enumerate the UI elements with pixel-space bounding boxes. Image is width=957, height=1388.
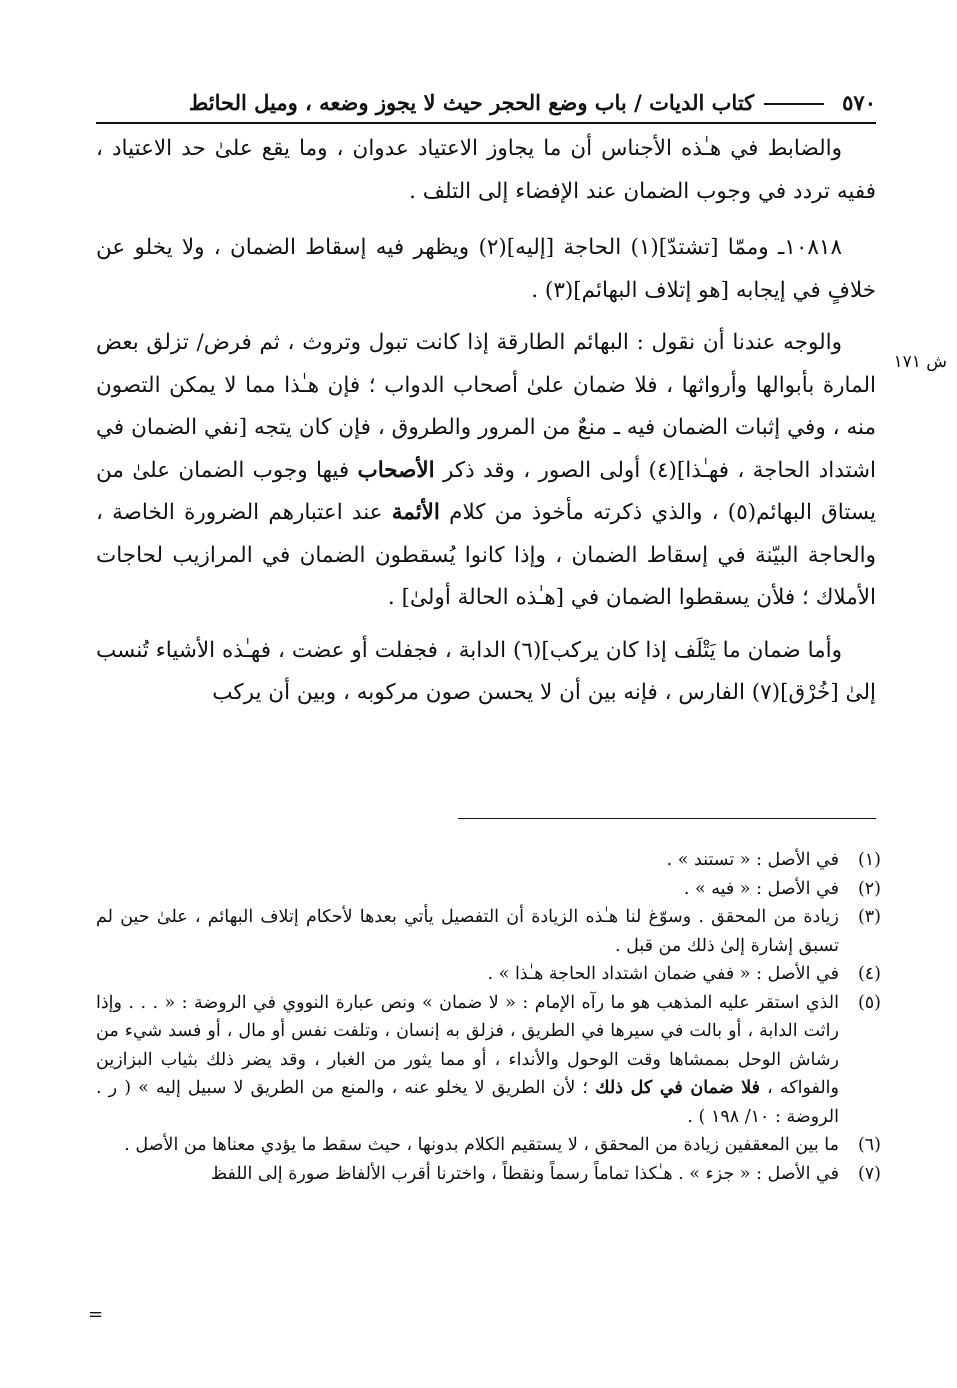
footnote-text: في الأصل : « فيه » . bbox=[683, 878, 839, 899]
footnote-separator bbox=[458, 818, 876, 819]
footnote-text bbox=[96, 989, 839, 1132]
footnote-6 bbox=[96, 1131, 881, 1160]
paragraph-2: ١٠٨١٨ـ وممّا [تشتدّ](١) الحاجة [إليه](٢) ويظهر فيه إسقاط الضمان ، ولا يخلو عن خلافٍ في إيجابه [هو إتلاف البهائم](٣) . bbox=[96, 235, 876, 303]
footnote-5-text-a: الذي استقر عليه المذهب هو ما رآه الإمام : « لا ضمان » ونص عبارة النووي في الروضة : « . . . وإذا راثت الدابة ، أو بالت في سيرها في الطريق ، فزلق به إنسان ، وتلفت نفس أو مال ، أو فسد شيء من رشاش الوحل بممشاها وقت الوحول والأنداء ، أو مما يثور من الغبار ، وقد يضر ذلك بثياب البزازين والفواكه ، bbox=[96, 992, 839, 1098]
margin-folio-note: ش ١٧١ bbox=[893, 352, 947, 372]
footnote-4 bbox=[96, 960, 881, 989]
footnote-number: (٦) bbox=[857, 1135, 881, 1155]
main-text bbox=[96, 128, 876, 715]
footnote-number: (٣) bbox=[857, 907, 881, 927]
footnote-text: في الأصل : « تستند » . bbox=[666, 850, 839, 870]
paragraph-3 bbox=[96, 322, 876, 620]
footnotes bbox=[96, 846, 881, 1188]
running-title: كتاب الديات / باب وضع الحجر حيث لا يجوز وضعه ، وميل الحائط bbox=[188, 89, 755, 115]
footnote-number: (٤) bbox=[857, 964, 881, 984]
footnote-1 bbox=[96, 846, 881, 875]
paragraph-3-part-2: فيها وجوب الضمان علىٰ من يستاق البهائم(٥) ، والذي ذكرته مأخوذ من كلام bbox=[96, 457, 877, 525]
footnote-5-bold: فلا ضمان في كل ذلك bbox=[595, 1078, 761, 1098]
footnote-5-text-b: ؛ لأن الطريق لا يخلو عنه ، والمنع من الطريق لا سبيل إليه » ( ر . الروضة : ١٠/ ١٩٨ ) . bbox=[96, 1078, 839, 1127]
footnote-text: في الأصل : « جزء » . هـٰكذا تماماً رسماً ونقطاً ، واخترنا أقرب الألفاظ صورة إلى اللفظ bbox=[210, 1163, 839, 1184]
footnote-5 bbox=[96, 989, 881, 1132]
footnote-number: (٧) bbox=[857, 1163, 881, 1184]
footnote-text: زيادة من المحقق . وسوّغ لنا هـٰذه الزيادة أن التفصيل يأتي بعدها لأحكام إتلاف البهائم ، علىٰ حين لم تسبق إشارة إلىٰ ذلك من قبل . bbox=[96, 907, 839, 956]
footnote-text: في الأصل : « ففي ضمان اشتداد الحاجة هـٰذا » . bbox=[487, 964, 839, 984]
footnote-number: (٢) bbox=[857, 878, 881, 899]
paragraph-3-part-3: عند اعتبارهم الضرورة الخاصة ، والحاجة البيّنة في إسقاط الضمان ، وإذا كانوا يُسقطون الضمان في المرازيب لحاجات الأملاك ؛ فلأن يسقطوا الضمان في [هـٰذه الحالة أولىٰ] . bbox=[96, 500, 876, 610]
footnote-2 bbox=[96, 875, 881, 904]
footnote-number: (٥) bbox=[857, 992, 881, 1013]
paragraph-3-bold-ashab: الأصحاب bbox=[357, 457, 435, 483]
header-dash bbox=[764, 103, 824, 105]
footnote-7 bbox=[96, 1160, 881, 1189]
paragraph-3-part-1: والوجه عندنا أن نقول : البهائم الطارقة إذا كانت تبول وتروث ، ثم فرض/ تزلق بعض المارة بأبوالها وأرواثها ، فلا ضمان علىٰ أصحاب الدواب ؛ فإن هـٰذا مما لا يمكن التصون منه ، وفي إثبات الضمان فيه ـ منعٌ من المرور والطروق ، فإن كان يتجه [نفي الضمان في اشتداد الحاجة ، فهـٰذا](٤) أولى الصور ، وقد ذكر bbox=[96, 330, 876, 483]
running-header bbox=[96, 82, 876, 124]
page-number: ٥٧٠ bbox=[842, 89, 876, 115]
paragraph-3-bold-aimma: الأئمة bbox=[391, 500, 440, 525]
footnote-number: (١) bbox=[857, 850, 881, 870]
footnote-3 bbox=[96, 903, 881, 960]
footnote-text: ما بين المعقفين زيادة من المحقق ، لا يستقيم الكلام بدونها ، حيث سقط ما يؤدي معناها من الأصل . bbox=[124, 1135, 839, 1155]
paragraph-1: والضابط في هـٰذه الأجناس أن ما يجاوز الاعتياد عدوان ، وما يقع علىٰ حد الاعتياد ، ففيه تردد في وجوب الضمان عند الإفضاء إلى التلف . bbox=[96, 136, 876, 204]
continuation-mark: = bbox=[88, 1304, 104, 1325]
paragraph-4: وأما ضمان ما يَتْلَف إذا كان يركب](٦) الدابة ، فجفلت أو عضت ، فهـٰذه الأشياء تُنسب إلىٰ [خُرْق](٧) الفارس ، فإنه بين أن لا يحسن صون مركوبه ، وبين أن يركب bbox=[96, 637, 876, 705]
